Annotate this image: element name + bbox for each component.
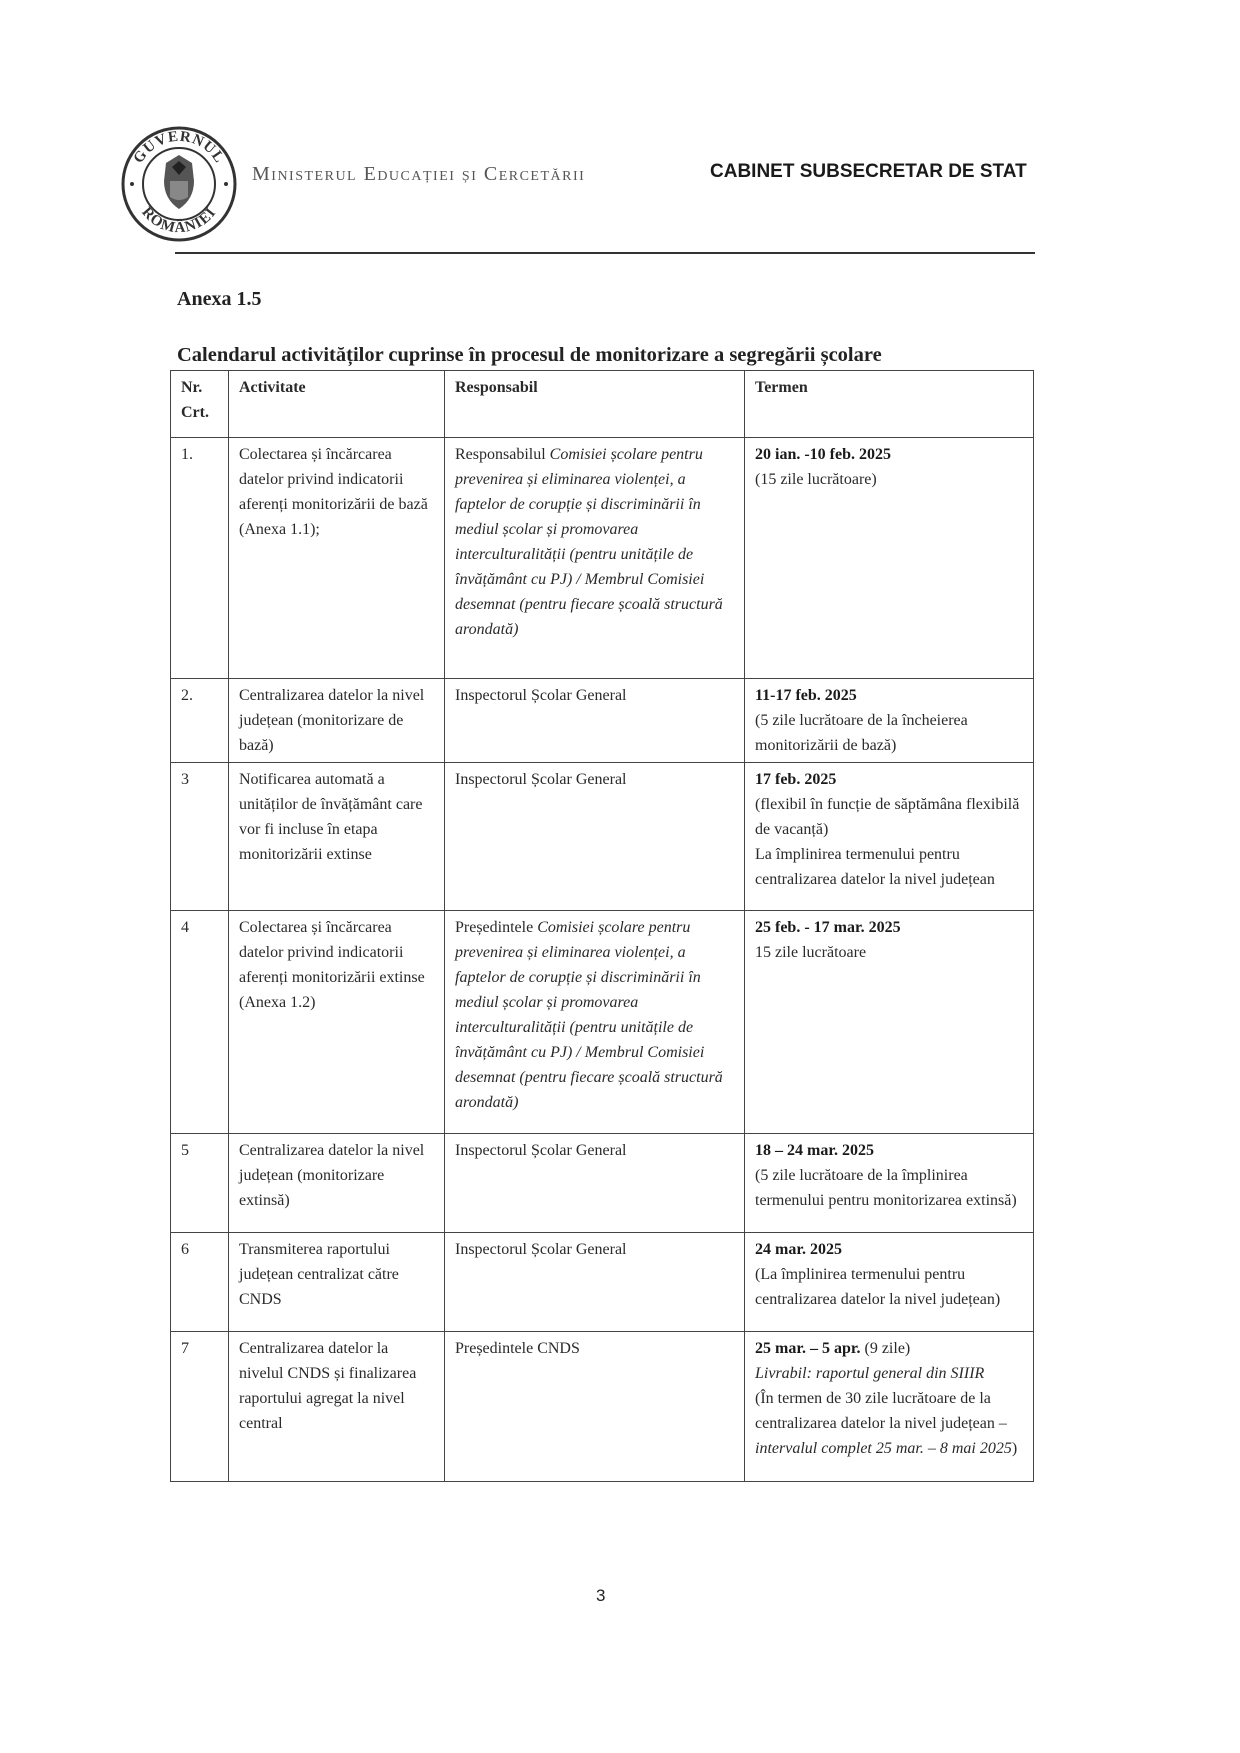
row-nr: 2.: [171, 679, 229, 763]
svg-text:ROMÂNIEI: ROMÂNIEI: [138, 204, 220, 237]
header-nr: Nr. Crt.: [171, 371, 229, 438]
row-activitate: Colectarea și încărcarea datelor privind indicatorii aferenți monitorizării de bază (Anexa 1.1);: [229, 438, 445, 679]
row-responsabil: Inspectorul Școlar General: [445, 763, 745, 911]
page-number: 3: [596, 1586, 606, 1605]
table-header-row: [171, 371, 1034, 438]
table-row: [171, 763, 1034, 911]
cabinet-name: CABINET SUBSECRETAR DE STAT: [710, 161, 1027, 182]
header-activitate: Activitate: [229, 371, 445, 438]
header-responsabil: Responsabil: [445, 371, 745, 438]
row-nr: 3: [171, 763, 229, 911]
table-row: [171, 911, 1034, 1134]
row-nr: 6: [171, 1233, 229, 1332]
row-termen: 20 ian. -10 feb. 2025 (15 zile lucrătoare): [745, 438, 1034, 679]
row-termen: 18 – 24 mar. 2025 (5 zile lucrătoare de la împlinirea termenului pentru monitorizarea extinsă): [745, 1134, 1034, 1233]
government-seal-icon: [120, 125, 238, 243]
activities-table: [170, 370, 1034, 1482]
header-termen: Termen: [745, 371, 1034, 438]
row-termen: 25 feb. - 17 mar. 2025 15 zile lucrătoare: [745, 911, 1034, 1134]
row-nr: 1.: [171, 438, 229, 679]
document-title: Calendarul activităților cuprinse în procesul de monitorizare a segregării școlare: [177, 344, 882, 366]
svg-text:GUVERNUL: GUVERNUL: [130, 128, 228, 167]
row-termen: 11-17 feb. 2025 (5 zile lucrătoare de la încheierea monitorizării de bază): [745, 679, 1034, 763]
header-divider: [175, 252, 1035, 254]
row-termen: 17 feb. 2025 (flexibil în funcție de săptămâna flexibilă de vacanță) La împlinirea termenului pentru centralizarea datelor la nivel județean: [745, 763, 1034, 911]
row-activitate: Centralizarea datelor la nivelul CNDS și finalizarea raportului agregat la nivel central: [229, 1332, 445, 1482]
row-nr: 4: [171, 911, 229, 1134]
row-responsabil: Responsabilul Comisiei școlare pentru prevenirea și eliminarea violenței, a faptelor de corupție și discriminării în mediul școlar și promovarea interculturalității (pentru unitățile de învățământ cu PJ) / Membrul Comisiei desemnat (pentru fiecare școală structură arondată): [445, 438, 745, 679]
row-activitate: Notificarea automată a unităților de învățământ care vor fi incluse în etapa monitorizării extinse: [229, 763, 445, 911]
row-termen: 24 mar. 2025 (La împlinirea termenului pentru centralizarea datelor la nivel județean): [745, 1233, 1034, 1332]
row-nr: 7: [171, 1332, 229, 1482]
table-row: [171, 438, 1034, 679]
row-responsabil: Președintele CNDS: [445, 1332, 745, 1482]
row-responsabil: Inspectorul Școlar General: [445, 1233, 745, 1332]
row-activitate: Centralizarea datelor la nivel județean (monitorizare de bază): [229, 679, 445, 763]
annex-label: Anexa 1.5: [177, 288, 262, 310]
row-activitate: Centralizarea datelor la nivel județean (monitorizare extinsă): [229, 1134, 445, 1233]
table-row: [171, 1332, 1034, 1482]
row-responsabil: Inspectorul Școlar General: [445, 679, 745, 763]
row-responsabil: Președintele Comisiei școlare pentru prevenirea și eliminarea violenței, a faptelor de corupție și discriminării în mediul școlar și promovarea interculturalității (pentru unitățile de învățământ cu PJ) / Membrul Comisiei desemnat (pentru fiecare școală structură arondată): [445, 911, 745, 1134]
row-nr: 5: [171, 1134, 229, 1233]
table-row: [171, 679, 1034, 763]
table-row: [171, 1233, 1034, 1332]
ministry-name: Ministerul Educației și Cercetării: [252, 163, 586, 185]
row-responsabil: Inspectorul Școlar General: [445, 1134, 745, 1233]
page-header: [120, 125, 1035, 255]
row-activitate: Transmiterea raportului județean centralizat către CNDS: [229, 1233, 445, 1332]
table-row: [171, 1134, 1034, 1233]
row-activitate: Colectarea și încărcarea datelor privind indicatorii aferenți monitorizării extinse (Anexa 1.2): [229, 911, 445, 1134]
row-termen: 25 mar. – 5 apr. (9 zile) Livrabil: raportul general din SIIIR (În termen de 30 zile lucrătoare de la centralizarea datelor la nivel județean – intervalul complet 25 mar. – 8 mai 2025): [745, 1332, 1034, 1482]
